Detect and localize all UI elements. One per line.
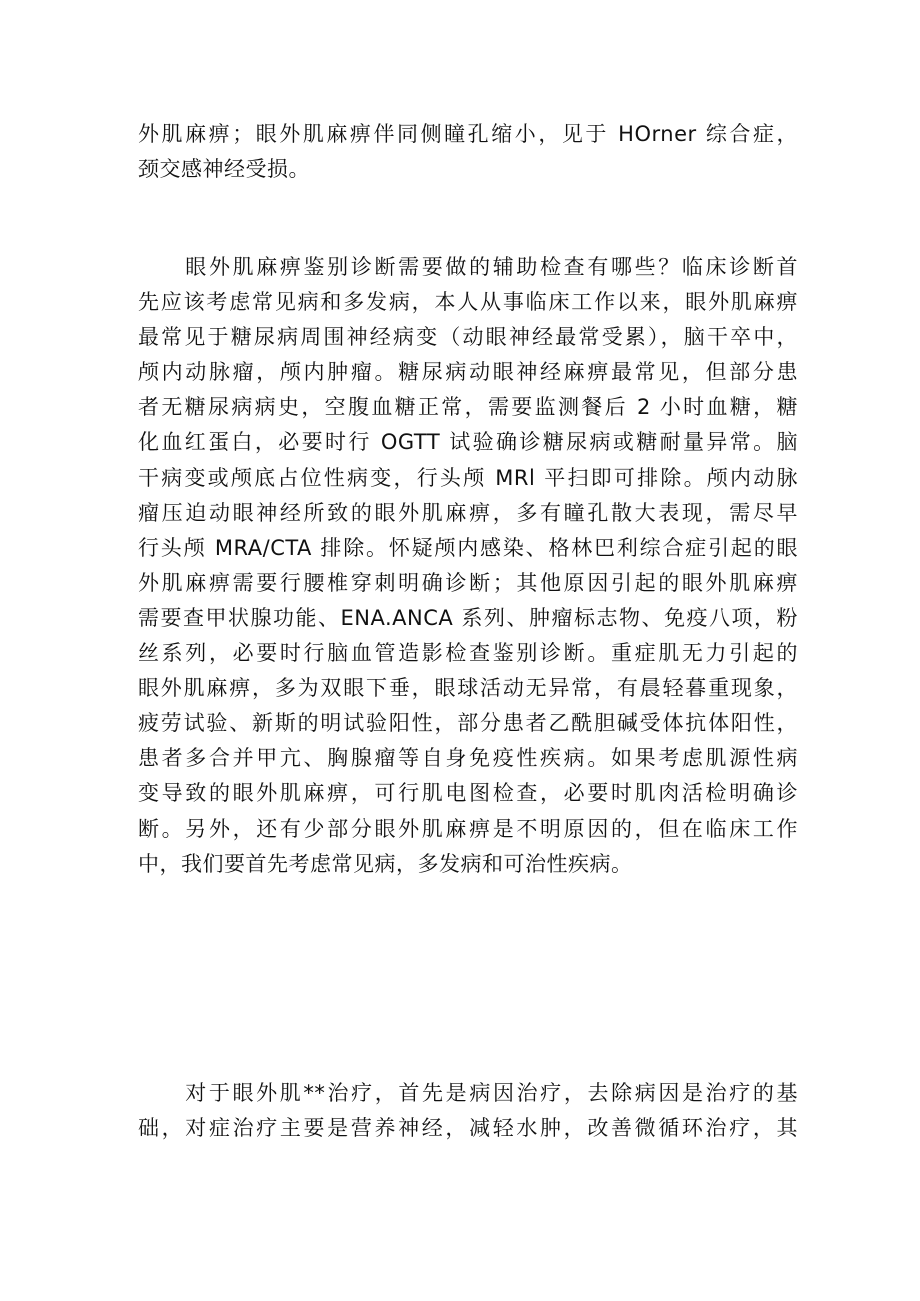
paragraph-line: 患者多合并甲亢、胸腺瘤等自身免疫性疾病。如果考虑肌源性病 bbox=[138, 746, 798, 771]
paragraph-line: 对于眼外肌**治疗，首先是病因治疗，去除病因是治疗的基 bbox=[138, 1081, 798, 1105]
paragraph-line: 颅内动脉瘤，颅内肿瘤。糖尿病动眼神经麻痹最常见，但部分患 bbox=[138, 360, 798, 385]
paragraph-line: 眼外肌麻痹鉴别诊断需要做的辅助检查有哪些？临床诊断首 bbox=[138, 255, 798, 279]
paragraph-2 bbox=[138, 250, 798, 882]
paragraph-line: 需要查甲状腺功能、ENA.ANCA 系列、肿瘤标志物、免疫八项，粉 bbox=[138, 605, 798, 630]
paragraph-1 bbox=[138, 117, 798, 187]
paragraph-line: 者无糖尿病病史，空腹血糖正常，需要监测餐后 2 小时血糖，糖 bbox=[138, 395, 798, 420]
paragraph-line: 颈交感神经受损。 bbox=[138, 157, 310, 182]
paragraph-line: 干病变或颅底占位性病变，行头颅 MRl 平扫即可排除。颅内动脉 bbox=[138, 465, 798, 490]
paragraph-line: 先应该考虑常见病和多发病，本人从事临床工作以来，眼外肌麻痹 bbox=[138, 290, 798, 315]
paragraph-line: 断。另外，还有少部分眼外肌麻痹是不明原因的，但在临床工作 bbox=[138, 816, 798, 841]
paragraph-3 bbox=[138, 1076, 798, 1146]
paragraph-line: 变导致的眼外肌麻痹，可行肌电图检查，必要时肌肉活检明确诊 bbox=[138, 781, 798, 806]
paragraph-line: 丝系列，必要时行脑血管造影检查鉴别诊断。重症肌无力引起的 bbox=[138, 641, 798, 666]
paragraph-line: 础，对症治疗主要是营养神经，减轻水肿，改善微循环治疗，其 bbox=[138, 1116, 798, 1141]
paragraph-line: 眼外肌麻痹，多为双眼下垂，眼球活动无异常，有晨轻暮重现象， bbox=[138, 676, 798, 701]
paragraph-line: 中，我们要首先考虑常见病，多发病和可治性疾病。 bbox=[138, 851, 633, 876]
paragraph-line: 瘤压迫动眼神经所致的眼外肌麻痹，多有瞳孔散大表现，需尽早 bbox=[138, 500, 798, 525]
paragraph-line: 外肌麻痹需要行腰椎穿刺明确诊断；其他原因引起的眼外肌麻痹 bbox=[138, 570, 798, 595]
paragraph-line: 外肌麻痹；眼外肌麻痹伴同侧瞳孔缩小，见于 HOrner 综合症， bbox=[138, 122, 798, 146]
paragraph-line: 最常见于糖尿病周围神经病变（动眼神经最常受累），脑干卒中， bbox=[138, 325, 798, 350]
paragraph-line: 行头颅 MRA/CTA 排除。怀疑颅内感染、格林巴利综合症引起的眼 bbox=[138, 535, 798, 560]
paragraph-line: 化血红蛋白，必要时行 OGTT 试验确诊糖尿病或糖耐量异常。脑 bbox=[138, 430, 798, 455]
paragraph-line: 疲劳试验、新斯的明试验阳性，部分患者乙酰胆碱受体抗体阳性， bbox=[138, 711, 798, 736]
